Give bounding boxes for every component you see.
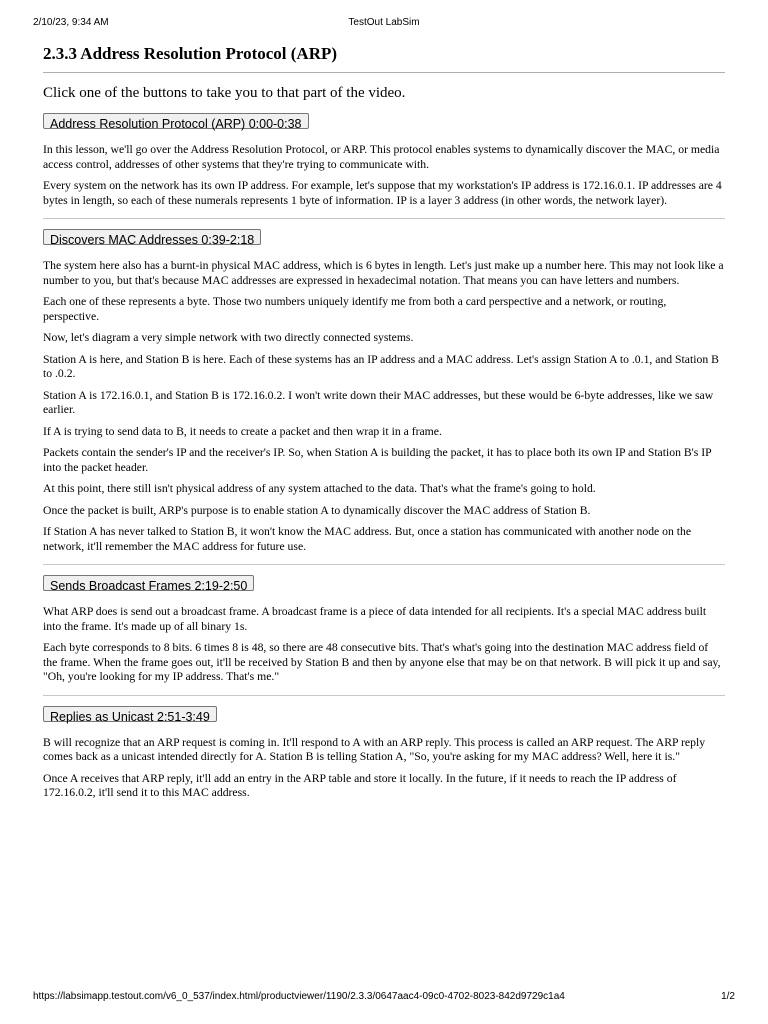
paragraph: Station A is 172.16.0.1, and Station B is 172.16.0.2. I won't write down their MAC addresses, but these would be 6-byte addresses, like we saw earlier.: [43, 388, 714, 416]
video-segment-button[interactable]: Discovers MAC Addresses 0:39-2:18: [43, 229, 261, 245]
print-page-title: TestOut LabSim: [348, 17, 420, 28]
paragraph: Once A receives that ARP reply, it'll add an entry in the ARP table and store it locally. In the future, if it needs to reach the IP address of 172.16.0.2, it'll send it to this MAC address.: [43, 771, 677, 799]
paragraph: What ARP does is send out a broadcast frame. A broadcast frame is a piece of data intended for all recipients. It's a special MAC address built into the frame. It's made up of all binary 1s.: [43, 605, 707, 633]
video-segment-button[interactable]: Replies as Unicast 2:51-3:49: [43, 706, 217, 722]
page-title: 2.3.3 Address Resolution Protocol (ARP): [43, 42, 725, 73]
video-segment-button[interactable]: Sends Broadcast Frames 2:19-2:50: [43, 575, 254, 591]
intro-text: Click one of the buttons to take you to that part of the video.: [43, 85, 406, 101]
paragraph: B will recognize that an ARP request is coming in. It'll respond to A with an ARP reply. This process is called an ARP request. The ARP reply comes back as a unicast intended directly for A. Station B is telling Station A, "So, you're asking for my MAC address? Well, here it is.": [43, 735, 706, 763]
print-header: [33, 17, 735, 31]
paragraph: At this point, there still isn't physical address of any system attached to the data. That's what the frame's going to hold.: [43, 482, 596, 495]
paragraph: In this lesson, we'll go over the Address Resolution Protocol, or ARP. This protocol enables systems to dynamically discover the MAC, or media access control, addresses of other systems that they're trying to communicate with.: [43, 143, 720, 171]
paragraph: Packets contain the sender's IP and the receiver's IP. So, when Station A is building the packet, it has to place both its own IP and Station B's IP into the packet header.: [43, 446, 712, 474]
section-broadcast-frames: [43, 565, 725, 685]
print-page-number: 1/2: [721, 991, 735, 1002]
section-discovers-mac: [43, 219, 725, 554]
paragraph: The system here also has a burnt-in physical MAC address, which is 6 bytes in length. Let's just make up a number here. This may not look like a number to you, but that's because MAC addresses are expressed in hexadecimal notation. That means you can have letters and numbers.: [43, 259, 724, 287]
section-arp-intro: [43, 103, 725, 208]
print-footer: [33, 991, 735, 1005]
paragraph: Each byte corresponds to 8 bits. 6 times 8 is 48, so there are 48 consecutive bits. That's what's going into the destination MAC address field of the frame. When the frame goes out, it'll be received by Station B and then by anyone else that may be on that network. B will pick it up and say, "Oh, you're looking for my IP address. That's me.": [43, 641, 721, 683]
paragraph: Every system on the network has its own IP address. For example, let's suppose that my workstation's IP address is 172.16.0.1. IP addresses are 4 bytes in length, so each of these numerals represents 1 byte of information. IP is a layer 3 address (in other words, the network layer).: [43, 179, 722, 207]
print-datetime: 2/10/23, 9:34 AM: [33, 17, 109, 28]
paragraph: Each one of these represents a byte. Those two numbers uniquely identify me from both a card perspective and a network, or routing, perspective.: [43, 295, 667, 323]
video-segment-button[interactable]: Address Resolution Protocol (ARP) 0:00-0:38: [43, 113, 309, 129]
lesson-content: [43, 42, 725, 801]
paragraph: Now, let's diagram a very simple network with two directly connected systems.: [43, 331, 414, 344]
paragraph: If A is trying to send data to B, it needs to create a packet and then wrap it in a frame.: [43, 424, 442, 438]
print-url: https://labsimapp.testout.com/v6_0_537/index.html/productviewer/1190/2.3.3/0647aac4-09c0-4702-8023-842d9729c1a4: [33, 991, 565, 1002]
section-unicast-replies: [43, 696, 725, 801]
paragraph: If Station A has never talked to Station B, it won't know the MAC address. But, once a station has communicated with another node on the network, it'll remember the MAC address for future use.: [43, 525, 692, 553]
paragraph: Station A is here, and Station B is here. Each of these systems has an IP address and a MAC address. Let's assign Station A to .0.1, and Station B to .0.2.: [43, 352, 719, 380]
paragraph: Once the packet is built, ARP's purpose is to enable station A to dynamically discover the MAC address of Station B.: [43, 503, 591, 517]
